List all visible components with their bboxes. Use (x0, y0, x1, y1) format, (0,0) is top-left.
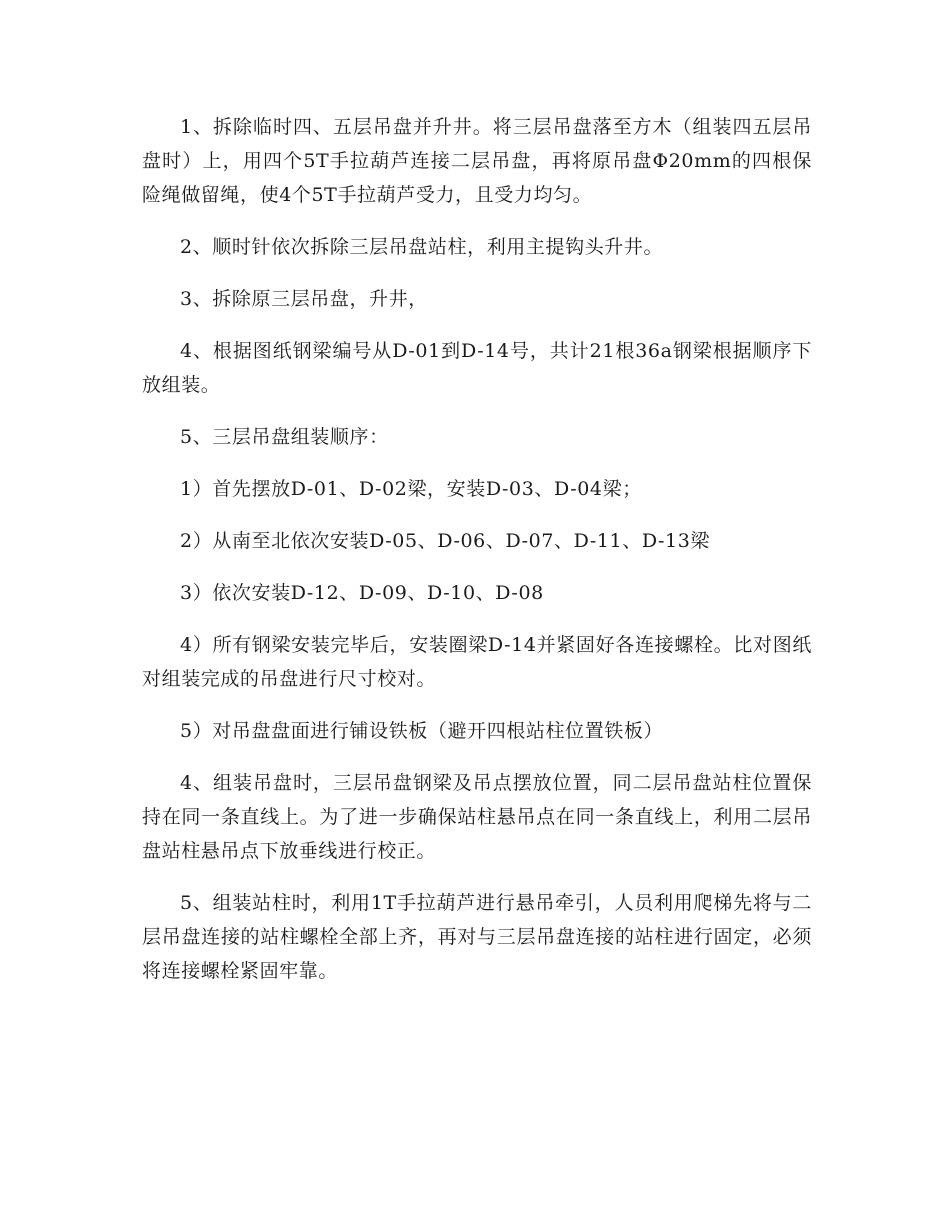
document-body (142, 110, 812, 1006)
paragraph-7: 2）从南至北依次安装D-05、D-06、D-07、D-11、D-13梁 (180, 530, 711, 552)
paragraph-6: 1）首先摆放D-01、D-02梁，安装D-03、D-04梁； (180, 478, 642, 500)
paragraph-9: 4）所有钢梁安装完毕后，安装圈梁D-14并紧固好各连接螺栓。比对图纸对组装完成的吊盘进行尺寸校对。 (142, 634, 812, 690)
paragraph-11: 4、组装吊盘时，三层吊盘钢梁及吊点摆放位置，同二层吊盘站柱位置保持在同一条直线上。为了进一步确保站柱悬吊点在同一条直线上，利用二层吊盘站柱悬吊点下放垂线进行校正。 (142, 772, 812, 862)
paragraph-12: 5、组装站柱时，利用1T手拉葫芦进行悬吊牵引，人员利用爬梯先将与二层吊盘连接的站柱螺栓全部上齐，再对与三层吊盘连接的站柱进行固定，必须将连接螺栓紧固牢靠。 (142, 892, 812, 982)
paragraph-2: 2、顺时针依次拆除三层吊盘站柱，利用主提钩头升井。 (180, 236, 664, 258)
paragraph-1: 1、拆除临时四、五层吊盘并升井。将三层吊盘落至方木（组装四五层吊盘时）上，用四个5T手拉葫芦连接二层吊盘，再将原吊盘Φ20mm的四根保险绳做留绳，使4个5T手拉葫芦受力，且受力均匀。 (142, 116, 812, 206)
paragraph-4: 4、根据图纸钢梁编号从D-01到D-14号，共计21根36a钢梁根据顺序下放组装。 (142, 340, 812, 396)
paragraph-3: 3、拆除原三层吊盘，升井， (180, 288, 428, 310)
paragraph-10: 5）对吊盘盘面进行铺设铁板（避开四根站柱位置铁板） (180, 720, 664, 742)
paragraph-8: 3）依次安装D-12、D-09、D-10、D-08 (180, 582, 544, 604)
paragraph-5: 5、三层吊盘组装顺序： (180, 426, 389, 448)
